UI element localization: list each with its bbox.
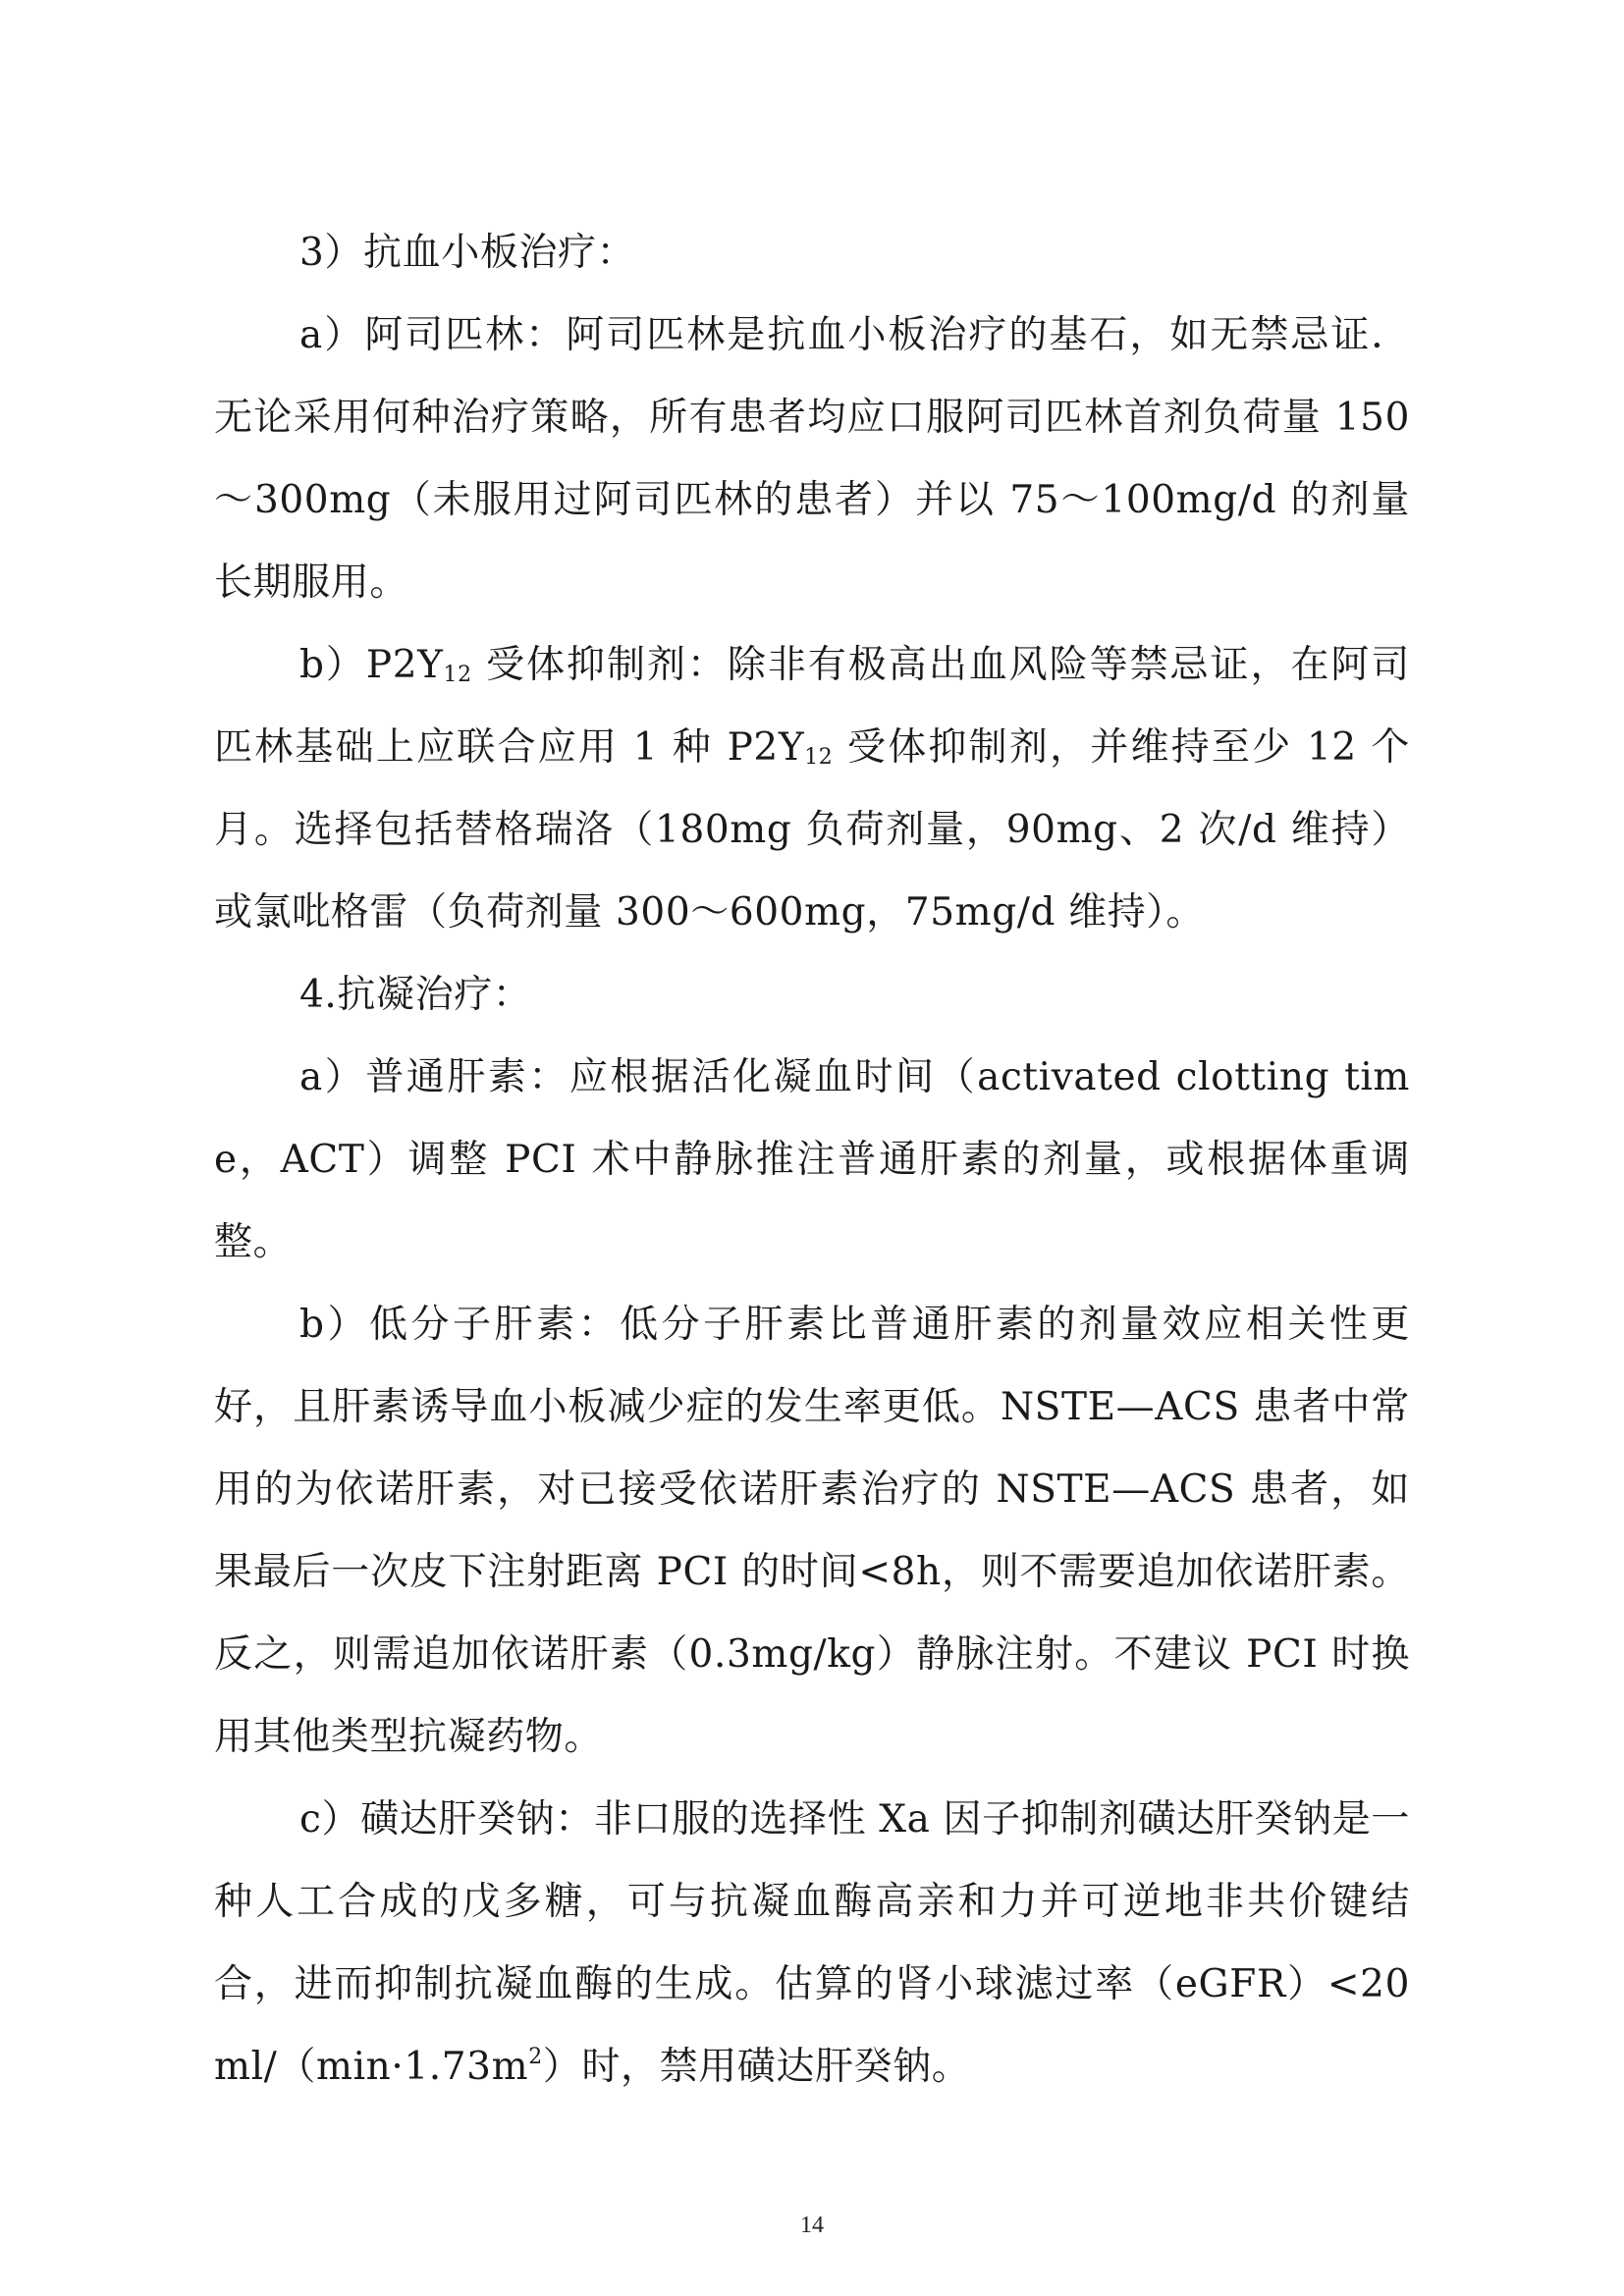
paragraph-p2y12-inhibitor [214, 624, 1410, 954]
paragraph-aspirin: a）阿司匹林：阿司匹林是抗血小板治疗的基石，如无禁忌证．无论采用何种治疗策略，所有患者均应口服阿司匹林首剂负荷量 150～300mg（未服用过阿司匹林的患者）并以 75～100mg/d 的剂量长期服用。 [214, 313, 1410, 605]
section-heading-anticoagulation: 4.抗凝治疗： [299, 973, 532, 1017]
subscript: 12 [804, 745, 834, 770]
paragraph-unfractionated-heparin: a）普通肝素：应根据活化凝血时间（activated clotting time，ACT）调整 PCI 术中静脉推注普通肝素的剂量，或根据体重调整。 [214, 1055, 1410, 1264]
superscript: 2 [528, 2045, 543, 2069]
page-body [214, 212, 1410, 2109]
text-run: b）P2Y [299, 643, 444, 687]
text-run: 受体抑制剂：除非有极高出血风险等禁忌证，在阿司匹林基础上应联合应用 1 种 P2Y [214, 643, 1410, 770]
subscript: 12 [443, 663, 472, 687]
section-heading-antiplatelet: 3）抗血小板治疗： [299, 231, 636, 275]
page-number: 14 [800, 2213, 824, 2238]
text-run: ）时，禁用磺达肝癸钠。 [542, 2045, 971, 2089]
paragraph-low-molecular-heparin: b）低分子肝素：低分子肝素比普通肝素的剂量效应相关性更好，且肝素诱导血小板减少症的发生率更低。NSTE—ACS 患者中常用的为依诺肝素，对已接受依诺肝素治疗的 NSTE—ACS 患者，如果最后一次皮下注射距离 PCI 的时间<8h，则不需要追加依诺肝素。反之，则需追加依诺肝素（0.3mg/kg）静脉注射。不建议 PCI 时换用其他类型抗凝药物。 [214, 1303, 1410, 1759]
text-run: c）磺达肝癸钠：非口服的选择性 Xa 因子抑制剂磺达肝癸钠是一种人工合成的戊多糖，可与抗凝血酶高亲和力并可逆地非共价键结合，进而抑制抗凝血酶的生成。估算的肾小球滤过率（eGFR）<20ml/（min·1.73m [214, 1797, 1410, 2089]
text-run: 受体抑制剂，并维持至少 12 个月。选择包括替格瑞洛（180mg 负荷剂量，90mg、2 次/d 维持）或氯吡格雷（负荷剂量 300～600mg，75mg/d 维持）。 [214, 725, 1410, 934]
paragraph-fondaparinux [214, 1779, 1410, 2109]
